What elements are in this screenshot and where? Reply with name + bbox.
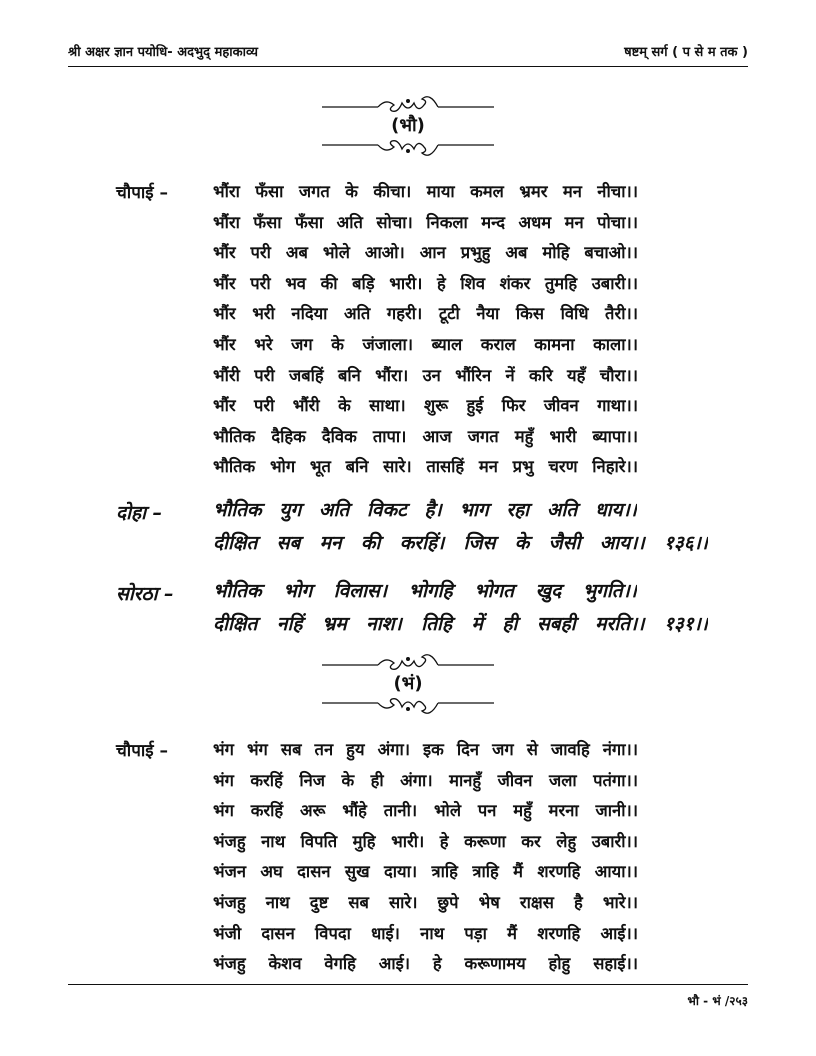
ornament-divider-top: [318, 96, 498, 114]
verse-line: भौंरा फँसा जगत के कीचा। माया कमल भ्रमर मन नीचा।।: [213, 182, 638, 201]
verse-line: भंजी दासन विपदा धाई। नाथ पड़ा मैं शरणहि आई।।: [213, 923, 638, 943]
ornament-divider-bottom: [318, 138, 498, 156]
doha-label: दोहा –: [116, 502, 163, 524]
sortha-verses: [213, 575, 708, 641]
verse-line: भंग करहिं निज के ही अंगा। मानहुँ जीवन जला पतंगा।।: [213, 770, 638, 790]
book-title: श्री अक्षर ज्ञान पयोधि- अदभुद् महाकाव्य: [68, 45, 258, 60]
verse-line: दीक्षित सब मन की करहिं। जिस के जैसी आय।। १३६।।: [213, 532, 708, 554]
sortha-label: सोरठा –: [116, 583, 174, 605]
verse-line: दीक्षित नहिं भ्रम नाश। तिहि में ही सबही मरति।। १३१।।: [213, 613, 708, 635]
verse-line: भौंर परी भौंरी के साथा। शुरू हुई फिर जीवन गाथा।।: [213, 396, 638, 416]
verse-line: भंजहु नाथ दुष्ट सब सारे। छुपे भेष राक्षस है भारे।।: [213, 892, 638, 912]
ornament-divider-top: [318, 654, 498, 672]
chaupai-label: चौपाई –: [116, 741, 169, 761]
verse-line: भौंर भरी नदिया अति गहरी। टूटी नैया किस विधि तैरी।।: [213, 304, 638, 324]
heading-text: (भं): [393, 673, 423, 694]
verse-line: भौंर परी अब भोले आओ। आन प्रभुहु अब मोहि बचाओ।।: [213, 243, 638, 263]
section-heading-bham: [318, 654, 498, 714]
heading-text: (भौ): [391, 115, 425, 136]
verse-line: भंजहु केशव वेगहि आई। हे करूणामय होहु सहाई।।: [213, 954, 638, 974]
chaupai-verses: [213, 177, 638, 483]
verse-line: भौंरी परी जबहिं बनि भौंरा। उन भौंरिन नें करि यहँ चौरा।।: [213, 365, 638, 385]
verse-line: भौतिक भोग विलास। भोगहि भोगत खुद भुगति।।: [213, 580, 637, 602]
verse-line: भौंर भरे जग के जंजाला। ब्याल कराल कामना काला।।: [213, 334, 638, 354]
footer-rule: [68, 984, 748, 985]
verse-line: भंग करहिं अरू भौंहे तानी। भोले पन महुँ मरना जानी।।: [213, 801, 638, 821]
header-rule: [68, 66, 748, 67]
page-number: भौ - भं /२५३: [687, 994, 748, 1008]
verse-line: भौंर परी भव की बड़ि भारी। हे शिव शंकर तुमहि उबारी।।: [213, 273, 638, 293]
verse-line: भंजन अघ दासन सुख दाया। त्राहि त्राहि मैं शरणहि आया।।: [213, 862, 638, 882]
verse-line: भंग भंग सब तन हुय अंगा। इक दिन जग से जावहि नंगा।।: [213, 740, 638, 759]
chaupai-label: चौपाई –: [116, 183, 169, 203]
section-heading-bhau: [318, 96, 498, 156]
verse-line: भौतिक दैहिक दैविक तापा। आज जगत महुँ भारी ब्यापा।।: [213, 426, 638, 446]
chaupai-verses: [213, 735, 638, 980]
verse-line: भौंरा फँसा फँसा अति सोचा। निकला मन्द अधम मन पोचा।।: [213, 212, 638, 232]
doha-verses: [213, 494, 708, 560]
verse-line: भौतिक युग अति विकट है। भाग रहा अति धाय।।: [213, 499, 637, 521]
chapter-title: षष्टम् सर्ग ( प से म तक ): [624, 45, 748, 60]
ornament-divider-bottom: [318, 696, 498, 714]
verse-line: भंजहु नाथ विपति मुहि भारी। हे करूणा कर लेहु उबारी।।: [213, 831, 638, 851]
verse-line: भौतिक भोग भूत बनि सारे। तासहिं मन प्रभु चरण निहारे।।: [213, 457, 638, 477]
running-header: [68, 42, 748, 64]
